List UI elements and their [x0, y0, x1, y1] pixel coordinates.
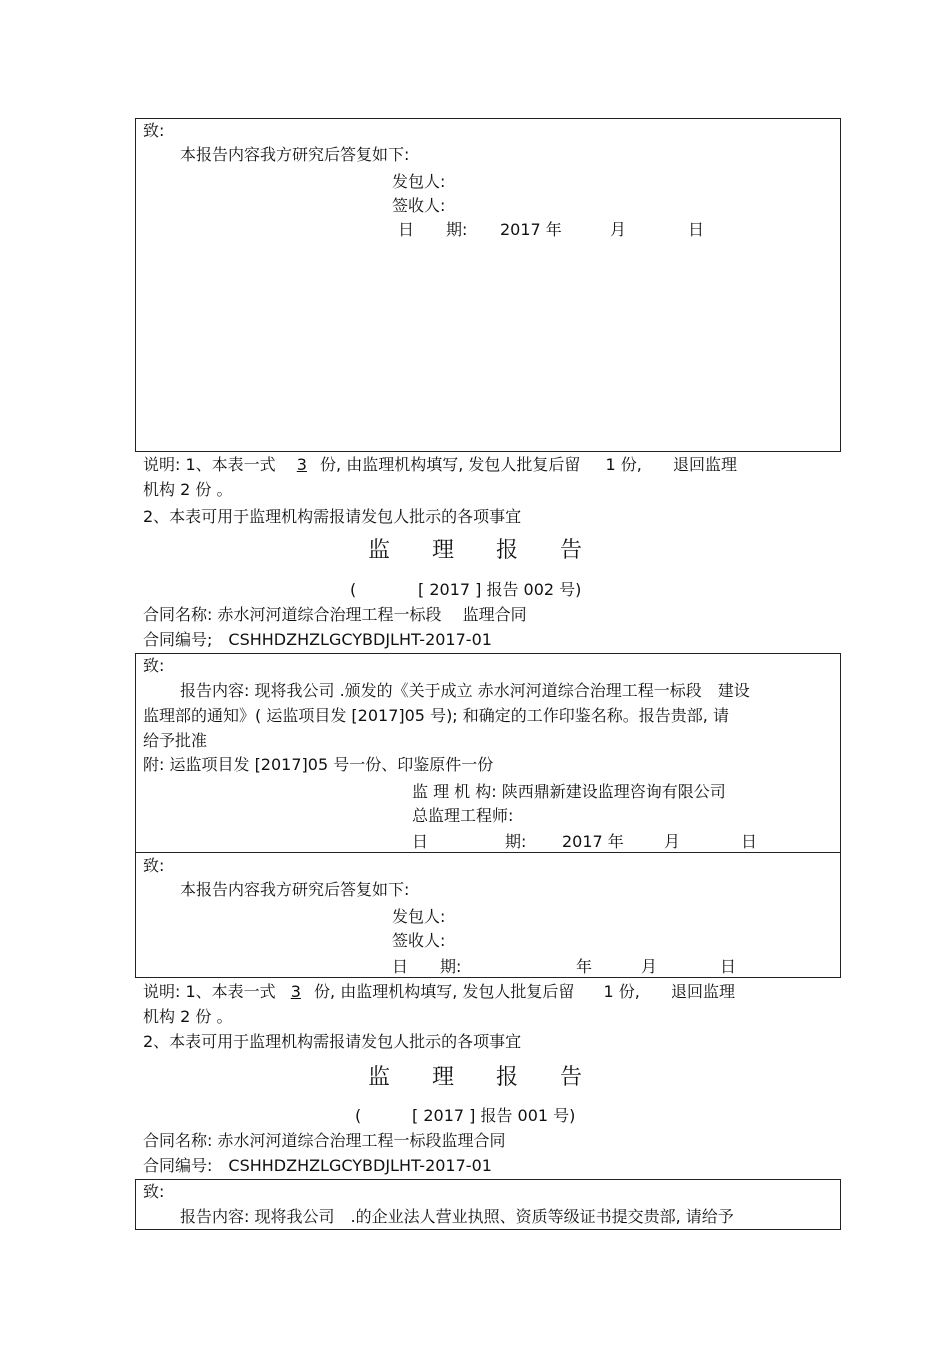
date-month-2: 月 — [641, 957, 658, 976]
keep-count-2: 1 份, — [603, 982, 640, 1001]
report-date-year: 2017 年 — [562, 832, 624, 851]
date-month: 月 — [610, 220, 627, 239]
report1-number-open: ( — [355, 1106, 362, 1125]
receiver-label-2: 签收人: — [392, 931, 446, 950]
note-line-3: 2、本表可用于监理机构需报请发包人批示的各项事宜 — [143, 507, 522, 526]
report-date-label: 期: — [505, 832, 527, 851]
report1-number: [ 2017 ] 报告 001 号) — [412, 1106, 576, 1125]
report1-to-label: 致: — [143, 1182, 165, 1201]
report-to-label: 致: — [143, 656, 165, 675]
date-label: 日 期: — [398, 220, 468, 239]
report-title-char-2: 理 — [432, 538, 455, 563]
reply-to-label-2: 致: — [143, 856, 165, 875]
report1-title-char-3: 报 — [496, 1065, 519, 1090]
reply-intro-2: 本报告内容我方研究后答复如下: — [180, 880, 410, 899]
contract-number: 合同编号; CSHHDZHZLGCYBDJLHT-2017-01 — [143, 630, 492, 649]
contract-name: 合同名称: 赤水河河道综合治理工程一标段 监理合同 — [143, 605, 527, 624]
report-number: [ 2017 ] 报告 002 号) — [418, 580, 582, 599]
date-label-2: 日 期: — [392, 957, 462, 976]
date-year: 2017 年 — [500, 220, 562, 239]
note2-line-3: 2、本表可用于监理机构需报请发包人批示的各项事宜 — [143, 1032, 522, 1051]
date-day-2: 日 — [720, 957, 737, 976]
copies-count-2: 3 — [290, 982, 301, 1001]
receiver-label: 签收人: — [392, 196, 446, 215]
note2-post: 份, 由监理机构填写, 发包人批复后留 — [314, 982, 575, 1001]
note-pre: 说明: 1、本表一式 — [143, 455, 276, 474]
report1-contract-name: 合同名称: 赤水河河道综合治理工程一标段监理合同 — [143, 1131, 506, 1150]
report-content-line-3: 给予批准 — [143, 731, 208, 750]
return-text-2: 退回监理 — [670, 982, 735, 1001]
supervision-org: 监 理 机 构: 陕西鼎新建设监理咨询有限公司 — [412, 782, 726, 801]
reply-box-1 — [135, 118, 841, 452]
report-content-line-1: 报告内容: 现将我公司 .颁发的《关于成立 赤水河河道综合治理工程一标段 建设 — [180, 681, 750, 700]
note-line-2: 机构 2 份 。 — [143, 480, 233, 499]
keep-count: 1 份, — [605, 455, 642, 474]
report1-title-char-4: 告 — [560, 1065, 583, 1090]
report1-title-char-2: 理 — [432, 1065, 455, 1090]
report-content-line-2: 监理部的通知》( 运监项目发 [2017]05 号); 和确定的工作印鉴名称。报告贵部, 请 — [143, 706, 729, 725]
report1-contract-number: 合同编号: CSHHDZHZLGCYBDJLHT-2017-01 — [143, 1156, 492, 1175]
report-title-char-1: 监 — [368, 538, 391, 563]
note2-line-2: 机构 2 份 。 — [143, 1007, 233, 1026]
reply-to-label: 致: — [143, 121, 165, 140]
chief-engineer-label: 总监理工程师: — [412, 806, 514, 825]
return-text: 退回监理 — [672, 455, 737, 474]
report-date-day: 日 — [741, 832, 758, 851]
note2-line-1 — [143, 982, 735, 1002]
report-title-char-4: 告 — [560, 538, 583, 563]
note-post: 份, 由监理机构填写, 发包人批复后留 — [320, 455, 581, 474]
reply-intro: 本报告内容我方研究后答复如下: — [180, 145, 410, 164]
date-year-2: 年 — [576, 957, 593, 976]
issuer-label-2: 发包人: — [392, 907, 446, 926]
note2-pre: 说明: 1、本表一式 — [143, 982, 276, 1001]
report-attachment: 附: 运监项目发 [2017]05 号一份、印鉴原件一份 — [143, 755, 494, 774]
report1-content-line-1: 报告内容: 现将我公司 .的企业法人营业执照、资质等级证书提交贵部, 请给予 — [180, 1207, 734, 1226]
report-number-open: ( — [350, 580, 357, 599]
date-day: 日 — [688, 220, 705, 239]
report-date-char: 日 — [412, 832, 429, 851]
report-title-char-3: 报 — [496, 538, 519, 563]
copies-count: 3 — [296, 455, 307, 474]
report1-title-char-1: 监 — [368, 1065, 391, 1090]
note-line-1 — [143, 455, 737, 475]
issuer-label: 发包人: — [392, 172, 446, 191]
report-date-month: 月 — [664, 832, 681, 851]
